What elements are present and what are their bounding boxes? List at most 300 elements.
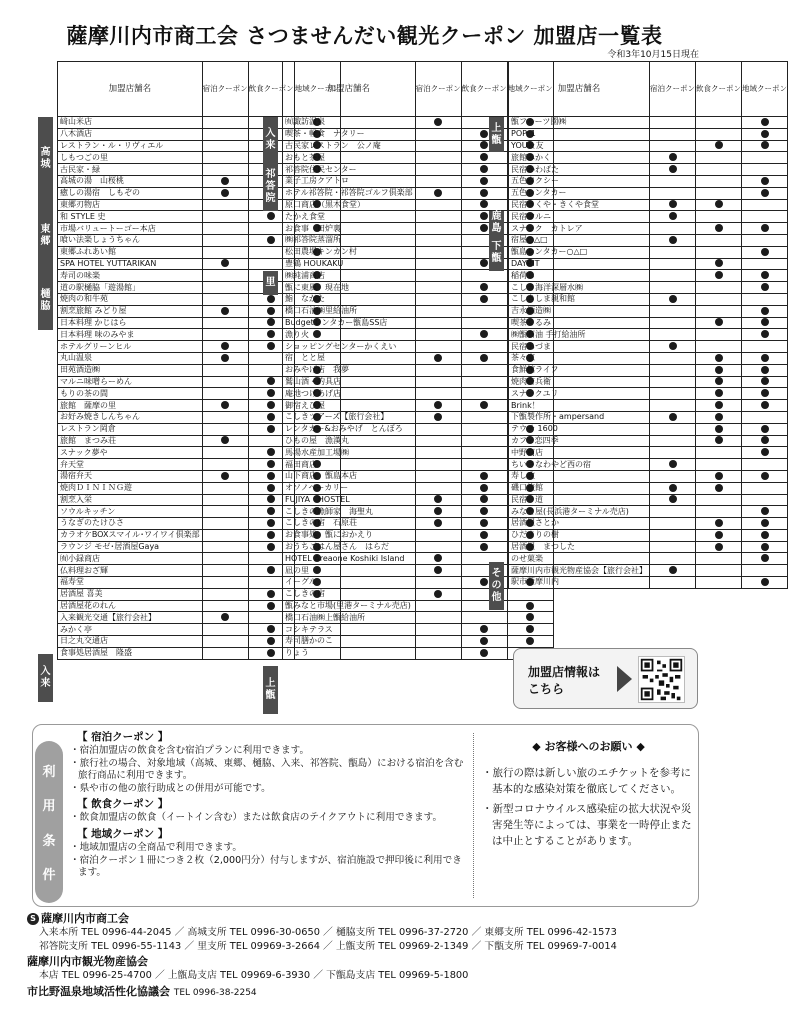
stay-coupon-cell xyxy=(202,317,248,329)
food-coupon-cell xyxy=(461,187,507,199)
stay-coupon-cell xyxy=(202,258,248,270)
stay-coupon-cell xyxy=(202,223,248,235)
table-row xyxy=(509,364,788,376)
accepted-dot-icon xyxy=(715,318,723,326)
local-coupon-cell xyxy=(742,565,788,577)
col-header-local: 地域クーポン xyxy=(742,83,787,93)
shop-name: 寿司膳かのこ xyxy=(283,636,416,648)
accepted-dot-icon xyxy=(480,189,488,197)
stay-coupon-cell xyxy=(415,164,461,176)
stay-coupon-cell xyxy=(415,435,461,447)
shop-name: 甑島レンタカー○△□ xyxy=(509,246,650,258)
accepted-dot-icon xyxy=(267,637,275,645)
food-coupon-cell xyxy=(461,376,507,388)
request-text: ・新型コロナウイルス感染症の拡大状況や災害発生等によっては、事業を一時停止または中止とすることがあります。 xyxy=(482,802,692,848)
shop-name: 豊鶴 HOUKAKU xyxy=(283,258,416,270)
rule-text: ・旅行社の場合、対象地域（高城、東郷、樋脇、入来、祁答院、甑島）における宿泊を含む旅行商品に利用できます。 xyxy=(70,757,464,782)
org-name-hinohi: 市比野温泉地域活性化協議会 TEL 0996-38-2254 xyxy=(27,984,257,998)
page-title: 薩摩川内市商工会 さつませんだい観光クーポン 加盟店一覧表 xyxy=(66,24,663,48)
stay-coupon-cell xyxy=(202,364,248,376)
rule-text: ・宿泊加盟店の飲食を含む宿泊プランに利用できます。 xyxy=(70,745,310,756)
stay-coupon-cell xyxy=(650,329,696,341)
food-coupon-cell xyxy=(461,400,507,412)
shop-name: YOU＆友 xyxy=(509,140,650,152)
stay-coupon-cell xyxy=(202,352,248,364)
table-row xyxy=(509,128,788,140)
table-row xyxy=(509,305,788,317)
shop-name: 居酒屋花のれん xyxy=(58,600,203,612)
accepted-dot-icon xyxy=(669,153,677,161)
accepted-dot-icon xyxy=(761,330,769,338)
accepted-dot-icon xyxy=(669,236,677,244)
accepted-dot-icon xyxy=(221,401,229,409)
stay-coupon-cell xyxy=(202,447,248,459)
as-of-date: 令和3年10月15日現在 xyxy=(607,50,699,60)
shop-table-3 xyxy=(508,61,788,589)
accepted-dot-icon xyxy=(434,566,442,574)
accepted-dot-icon xyxy=(669,212,677,220)
org-name-chamber: S 薩摩川内市商工会 xyxy=(27,911,707,926)
local-coupon-cell xyxy=(742,293,788,305)
shop-name: HOTEL Areaone Koshiki Island xyxy=(283,553,416,565)
shop-name: こしき海洋深層水㈱ xyxy=(509,282,650,294)
col-header-name: 加盟店舗名 xyxy=(283,62,416,117)
shop-name: 東郷ふれあい館 xyxy=(58,246,203,258)
food-coupon-cell xyxy=(696,293,742,305)
table-row xyxy=(509,246,788,258)
shop-name: 割烹旅館 みどり屋 xyxy=(58,305,203,317)
stay-coupon-cell xyxy=(415,529,461,541)
shop-name: もりの茶の間 xyxy=(58,388,203,400)
accepted-dot-icon xyxy=(480,212,488,220)
stay-coupon-cell xyxy=(202,341,248,353)
stay-coupon-cell xyxy=(202,175,248,187)
stay-coupon-cell xyxy=(650,140,696,152)
org-name-tourism: 薩摩川内市観光物産協会 xyxy=(27,955,148,969)
table-row xyxy=(509,317,788,329)
accepted-dot-icon xyxy=(669,200,677,208)
accepted-dot-icon xyxy=(526,613,534,621)
local-coupon-cell xyxy=(742,187,788,199)
table-row xyxy=(509,529,788,541)
local-coupon-cell xyxy=(742,199,788,211)
stay-coupon-cell xyxy=(415,482,461,494)
shop-name: 居酒屋 まつした xyxy=(509,541,650,553)
stay-coupon-cell xyxy=(415,636,461,648)
accepted-dot-icon xyxy=(434,507,442,515)
local-coupon-cell xyxy=(507,600,553,612)
food-coupon-cell xyxy=(461,529,507,541)
stay-coupon-cell xyxy=(650,577,696,589)
accepted-dot-icon xyxy=(715,141,723,149)
shop-name: 下甑製作所・ampersand xyxy=(509,411,650,423)
area-label-togo: 東 郷 xyxy=(38,200,53,271)
stay-coupon-cell xyxy=(415,211,461,223)
stay-coupon-cell xyxy=(415,553,461,565)
shop-name: 中野商店 xyxy=(509,447,650,459)
stay-coupon-cell xyxy=(202,647,248,659)
local-coupon-cell xyxy=(742,329,788,341)
accepted-dot-icon xyxy=(267,460,275,468)
shop-name: 駅市薩摩川内 xyxy=(509,577,650,589)
accepted-dot-icon xyxy=(434,554,442,562)
food-coupon-cell xyxy=(696,211,742,223)
shop-name: 鮨 ながた xyxy=(283,293,416,305)
local-coupon-cell xyxy=(742,529,788,541)
accepted-dot-icon xyxy=(267,307,275,315)
food-coupon-cell xyxy=(696,423,742,435)
stay-coupon-cell xyxy=(202,636,248,648)
stay-coupon-cell xyxy=(650,565,696,577)
stay-coupon-cell xyxy=(415,223,461,235)
stay-coupon-cell xyxy=(202,541,248,553)
stay-coupon-cell xyxy=(415,647,461,659)
accepted-dot-icon xyxy=(761,448,769,456)
accepted-dot-icon xyxy=(267,484,275,492)
accepted-dot-icon xyxy=(480,495,488,503)
stay-coupon-cell xyxy=(202,459,248,471)
shop-name: Budgetレンタカー甑島SS店 xyxy=(283,317,416,329)
food-coupon-cell xyxy=(461,506,507,518)
stay-coupon-cell xyxy=(415,246,461,258)
shop-name: 祁答院住民センター xyxy=(283,164,416,176)
shop-name: 民宿 道 xyxy=(509,494,650,506)
shop-name: 市場バリュートーゴー本店 xyxy=(58,223,203,235)
shop-name: ㈱甑石油 手打給油所 xyxy=(509,329,650,341)
area-label-other: そ の 他 xyxy=(489,562,504,610)
accepted-dot-icon xyxy=(480,153,488,161)
stay-coupon-cell xyxy=(415,518,461,530)
local-coupon-cell xyxy=(742,317,788,329)
shop-name: 古民家レストラン 公ノ庵 xyxy=(283,140,416,152)
stay-coupon-cell xyxy=(415,329,461,341)
stay-coupon-cell xyxy=(415,423,461,435)
accepted-dot-icon xyxy=(526,602,534,610)
shop-name: 甑に東風 現在地 xyxy=(283,282,416,294)
local-coupon-cell xyxy=(742,223,788,235)
food-coupon-cell xyxy=(696,341,742,353)
accepted-dot-icon xyxy=(267,318,275,326)
stay-coupon-cell xyxy=(415,541,461,553)
shop-name: ㈱純浦商店 xyxy=(283,270,416,282)
stay-coupon-cell xyxy=(650,400,696,412)
accepted-dot-icon xyxy=(480,578,488,586)
shop-name: 馬場水産加工場㈱ xyxy=(283,447,416,459)
stay-coupon-cell xyxy=(650,317,696,329)
stay-coupon-cell xyxy=(415,293,461,305)
table-row xyxy=(509,282,788,294)
accepted-dot-icon xyxy=(267,543,275,551)
stay-coupon-cell xyxy=(202,588,248,600)
food-coupon-cell xyxy=(461,364,507,376)
food-coupon-cell xyxy=(696,352,742,364)
stay-coupon-cell xyxy=(650,411,696,423)
shop-name: 寿司の味楽 xyxy=(58,270,203,282)
shop-name: 甑みなと市場(里港ターミナル売店) xyxy=(283,600,416,612)
accepted-dot-icon xyxy=(221,189,229,197)
stay-coupon-cell xyxy=(415,234,461,246)
local-coupon-cell xyxy=(742,494,788,506)
accepted-dot-icon xyxy=(761,519,769,527)
shop-name: 仏料理おざ輝 xyxy=(58,565,203,577)
food-coupon-cell xyxy=(696,282,742,294)
table-row xyxy=(509,388,788,400)
rule-text: ・県や市の他の旅行助成との併用が可能です。 xyxy=(70,782,271,794)
col-header-food: 飲食クーポン xyxy=(696,83,741,93)
food-coupon-cell xyxy=(461,388,507,400)
shop-name: お食事処 甑におかえり xyxy=(283,529,416,541)
shop-name: ホテル祁答院・祁答院ゴルフ倶楽部 xyxy=(283,187,416,199)
local-coupon-cell xyxy=(742,482,788,494)
shop-name: 稲荷し xyxy=(509,270,650,282)
local-coupon-cell xyxy=(742,175,788,187)
stay-coupon-cell xyxy=(650,376,696,388)
area-label-kamikoshiki-2: 上 甑 xyxy=(489,117,504,152)
food-coupon-cell xyxy=(696,364,742,376)
table-row xyxy=(283,612,554,624)
food-coupon-cell xyxy=(461,518,507,530)
accepted-dot-icon xyxy=(715,271,723,279)
local-coupon-cell xyxy=(507,612,553,624)
accepted-dot-icon xyxy=(715,413,723,421)
stay-coupon-cell xyxy=(202,140,248,152)
shop-name: レストラン岡倉 xyxy=(58,423,203,435)
shop-name: お好み焼きしんちゃん xyxy=(58,411,203,423)
table-row xyxy=(509,553,788,565)
shop-name: 民宿かわばた xyxy=(509,164,650,176)
stay-coupon-cell xyxy=(202,282,248,294)
food-coupon-cell xyxy=(461,470,507,482)
accepted-dot-icon xyxy=(480,354,488,362)
table-row xyxy=(509,352,788,364)
shop-name: 居酒屋 喜美 xyxy=(58,588,203,600)
stay-coupon-cell xyxy=(415,388,461,400)
stay-coupon-cell xyxy=(202,553,248,565)
shop-name: 御宿えび屋 xyxy=(283,400,416,412)
col-header-food: 飲食クーポン xyxy=(248,83,294,93)
accepted-dot-icon xyxy=(267,295,275,303)
contact-line: 祁答院支所 TEL 0996-55-1143 ／ 里支所 TEL 09969-3-2664 ／ 上甑支所 TEL 09969-2-1349 ／ 下甑支所 TEL 09969-7-0014 xyxy=(39,941,617,953)
shop-name: 薩摩川内市観光物産協会【旅行会社】 xyxy=(509,565,650,577)
stay-coupon-cell xyxy=(650,128,696,140)
food-coupon-cell xyxy=(461,199,507,211)
stay-coupon-cell xyxy=(202,270,248,282)
accepted-dot-icon xyxy=(267,377,275,385)
table-row xyxy=(509,211,788,223)
shop-name: ショッピングセンターかくえい xyxy=(283,341,416,353)
accepted-dot-icon xyxy=(761,507,769,515)
accepted-dot-icon xyxy=(715,543,723,551)
food-coupon-cell xyxy=(696,411,742,423)
area-label-iriki: 入 来 xyxy=(38,654,53,702)
accepted-dot-icon xyxy=(267,472,275,480)
shop-name: スナック カトレア xyxy=(509,223,650,235)
stay-coupon-cell xyxy=(202,577,248,589)
shop-name: 福寿堂 xyxy=(58,577,203,589)
stay-coupon-cell xyxy=(415,282,461,294)
local-coupon-cell xyxy=(742,305,788,317)
food-coupon-cell xyxy=(461,329,507,341)
food-coupon-cell xyxy=(461,423,507,435)
accepted-dot-icon xyxy=(434,189,442,197)
qr-code-icon[interactable] xyxy=(638,656,685,703)
shop-name: 漁り火 xyxy=(283,329,416,341)
stay-coupon-cell xyxy=(415,175,461,187)
accepted-dot-icon xyxy=(480,200,488,208)
stay-coupon-cell xyxy=(650,364,696,376)
accepted-dot-icon xyxy=(221,259,229,267)
stay-coupon-cell xyxy=(415,270,461,282)
shop-name: イーグル xyxy=(283,577,416,589)
table-row xyxy=(509,152,788,164)
table-row xyxy=(509,411,788,423)
stay-coupon-cell xyxy=(202,293,248,305)
accepted-dot-icon xyxy=(480,141,488,149)
col-header-name: 加盟店舗名 xyxy=(509,62,650,117)
shop-name: 丸山温泉 xyxy=(58,352,203,364)
local-coupon-cell xyxy=(742,234,788,246)
local-coupon-cell xyxy=(742,341,788,353)
accepted-dot-icon xyxy=(267,389,275,397)
food-coupon-cell xyxy=(696,577,742,589)
accepted-dot-icon xyxy=(480,165,488,173)
stay-coupon-cell xyxy=(650,541,696,553)
accepted-dot-icon xyxy=(715,200,723,208)
food-coupon-cell xyxy=(696,470,742,482)
stay-coupon-cell xyxy=(415,117,461,129)
shop-name: DAYRIT xyxy=(509,258,650,270)
accepted-dot-icon xyxy=(480,507,488,515)
area-label-kashima: 鹿 島 xyxy=(489,211,504,235)
shop-name: オソノベーカリー xyxy=(283,482,416,494)
local-coupon-cell xyxy=(742,364,788,376)
stay-coupon-cell xyxy=(650,223,696,235)
shop-info-link[interactable] xyxy=(513,648,698,709)
shop-name: ひもの屋 漁漢丸 xyxy=(283,435,416,447)
accepted-dot-icon xyxy=(715,389,723,397)
shop-name: 和 STYLE 史 xyxy=(58,211,203,223)
local-coupon-cell xyxy=(742,352,788,364)
shop-name: SPA HOTEL YUTTARIKAN xyxy=(58,258,203,270)
accepted-dot-icon xyxy=(267,342,275,350)
stay-coupon-cell xyxy=(202,506,248,518)
area-label-kamikoshiki: 上 甑 xyxy=(263,666,278,714)
table-row xyxy=(509,117,788,129)
stay-coupon-cell xyxy=(650,518,696,530)
accepted-dot-icon xyxy=(761,578,769,586)
accepted-dot-icon xyxy=(761,271,769,279)
stay-coupon-cell xyxy=(202,423,248,435)
shop-name: 山下商店 甑島本店 xyxy=(283,470,416,482)
shop-name: 東郷刃物店 xyxy=(58,199,203,211)
accepted-dot-icon xyxy=(267,519,275,527)
accepted-dot-icon xyxy=(267,590,275,598)
table-row xyxy=(509,518,788,530)
stay-coupon-cell xyxy=(415,494,461,506)
food-coupon-cell xyxy=(461,435,507,447)
accepted-dot-icon xyxy=(480,625,488,633)
accepted-dot-icon xyxy=(267,330,275,338)
col-header-stay: 宿泊クーポン xyxy=(202,83,248,93)
local-coupon-cell xyxy=(742,388,788,400)
table-row xyxy=(509,494,788,506)
food-coupon-cell xyxy=(696,482,742,494)
shop-name: 鷲山酒・釣具店 xyxy=(283,376,416,388)
stay-coupon-cell xyxy=(650,435,696,447)
accepted-dot-icon xyxy=(761,377,769,385)
stay-coupon-cell xyxy=(202,199,248,211)
accepted-dot-icon xyxy=(761,354,769,362)
food-coupon-cell xyxy=(696,541,742,553)
stay-coupon-cell xyxy=(202,624,248,636)
stay-coupon-cell xyxy=(650,423,696,435)
local-coupon-cell xyxy=(742,246,788,258)
food-coupon-cell xyxy=(461,612,507,624)
food-coupon-cell xyxy=(461,494,507,506)
area-label-sato: 里 xyxy=(263,271,278,295)
stay-coupon-cell xyxy=(415,199,461,211)
accepted-dot-icon xyxy=(221,307,229,315)
accepted-dot-icon xyxy=(761,177,769,185)
shop-name: うなぎのたけひさ xyxy=(58,518,203,530)
stay-coupon-cell xyxy=(650,494,696,506)
stay-coupon-cell xyxy=(202,482,248,494)
stay-coupon-cell xyxy=(650,293,696,305)
food-coupon-cell xyxy=(696,152,742,164)
stay-coupon-cell xyxy=(415,187,461,199)
food-coupon-cell xyxy=(696,246,742,258)
local-coupon-cell xyxy=(742,258,788,270)
shop-name: こしきツアーズ【旅行会社】 xyxy=(283,411,416,423)
stay-coupon-cell xyxy=(650,117,696,129)
stay-coupon-cell xyxy=(650,506,696,518)
shop-name: カフェ恋四季 xyxy=(509,435,650,447)
accepted-dot-icon xyxy=(221,342,229,350)
local-coupon-cell xyxy=(742,282,788,294)
shop-name: 原口商店（黒木食堂） xyxy=(283,199,416,211)
shop-name: レストラン・ル・リヴィエル xyxy=(58,140,203,152)
accepted-dot-icon xyxy=(761,531,769,539)
food-coupon-cell xyxy=(696,553,742,565)
stay-coupon-cell xyxy=(415,140,461,152)
shop-name: 磯口旅館 xyxy=(509,482,650,494)
shop-name: 民宿あづま xyxy=(509,341,650,353)
shop-name: 宿 とと屋 xyxy=(283,352,416,364)
stay-coupon-cell xyxy=(202,305,248,317)
table-row xyxy=(509,223,788,235)
accepted-dot-icon xyxy=(715,377,723,385)
accepted-dot-icon xyxy=(715,366,723,374)
food-coupon-cell xyxy=(696,565,742,577)
shop-name: FUJIYA HOSTEL xyxy=(283,494,416,506)
shop-name: 業子工房クアトロ xyxy=(283,175,416,187)
shop-name: 古民家・緑 xyxy=(58,164,203,176)
accepted-dot-icon xyxy=(480,401,488,409)
shop-name: 凪の里 xyxy=(283,565,416,577)
local-coupon-cell xyxy=(742,270,788,282)
stay-coupon-cell xyxy=(202,435,248,447)
accepted-dot-icon xyxy=(761,543,769,551)
food-coupon-heading: 【 飲食クーポン 】 xyxy=(77,798,169,811)
stay-coupon-cell xyxy=(415,612,461,624)
food-coupon-cell xyxy=(696,494,742,506)
accepted-dot-icon xyxy=(480,519,488,527)
accepted-dot-icon xyxy=(480,259,488,267)
accepted-dot-icon xyxy=(267,625,275,633)
local-coupon-cell xyxy=(742,541,788,553)
table-row xyxy=(509,187,788,199)
accepted-dot-icon xyxy=(267,649,275,657)
